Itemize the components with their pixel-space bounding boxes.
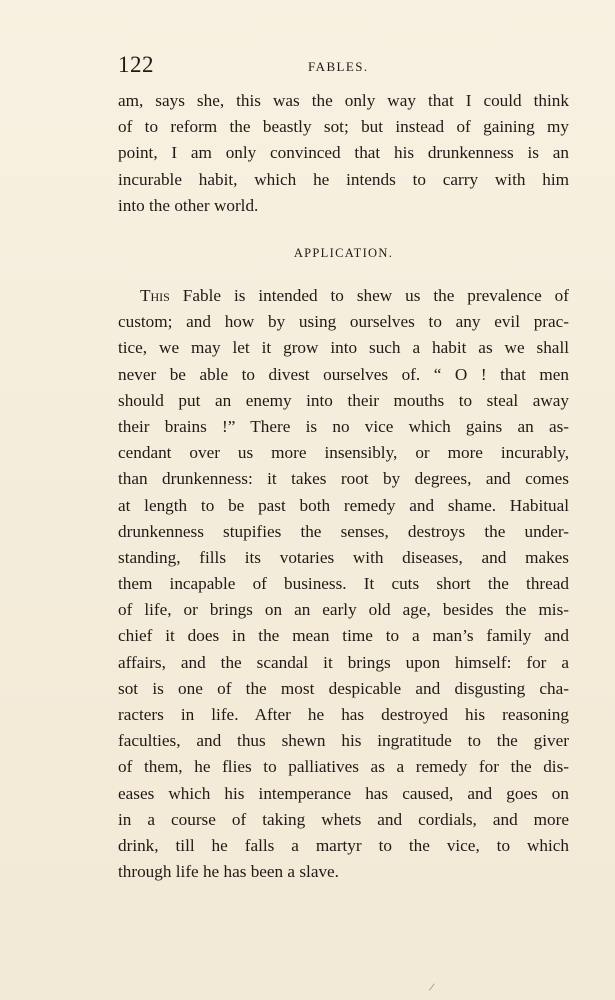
text-line: of life, or brings on an early old age, besides the mis- (118, 600, 569, 620)
page-number: 122 (118, 52, 154, 77)
text-line: into the other world. (118, 195, 259, 215)
text-line: faculties, and thus shewn his ingratitude to the giver (118, 731, 569, 751)
text-line: point, I am only convinced that his drunkenness is an (118, 143, 569, 163)
text-line: their brains !” There is no vice which gains an as- (118, 416, 569, 436)
running-title: FABLES. (308, 59, 369, 74)
text-line: at length to be past both remedy and shame. Habitual (118, 495, 569, 515)
text-line: never be able to divest ourselves of. “ O ! that men (118, 364, 569, 384)
text-line: should put an enemy into their mouths to steal away (118, 390, 569, 410)
application-heading: APPLICATION. (293, 246, 394, 260)
text-line: in a course of taking whets and cordials, and more (118, 809, 569, 829)
marginal-pencil-mark: / (428, 979, 436, 995)
running-head (118, 52, 564, 80)
text-line: standing, fills its votaries with diseases, and makes (118, 547, 569, 567)
opening-line-rest: Fable is intended to shew us the prevalence of (169, 286, 569, 305)
opening-word: This (140, 286, 170, 305)
text-line: than drunkenness: it takes root by degrees, and comes (118, 469, 569, 489)
text-line: incurable habit, which he intends to carry with him (118, 169, 569, 189)
text-line: them incapable of business. It cuts short the thread (118, 574, 569, 594)
text-line: eases which his intemperance has caused, and goes on (118, 783, 569, 803)
text-line: drink, till he falls a martyr to the vice, to which (118, 835, 569, 855)
text-line: tice, we may let it grow into such a habit as we shall (118, 338, 569, 358)
text-line: custom; and how by using ourselves to any evil prac- (118, 312, 569, 332)
text-line: affairs, and the scandal it brings upon himself: for a (118, 652, 569, 672)
application-paragraph (118, 283, 569, 885)
text-line: sot is one of the most despicable and disgusting cha- (118, 678, 569, 698)
text-line: racters in life. After he has destroyed his reasoning (118, 705, 569, 724)
text-line: of to reform the beastly sot; but instead of gaining my (118, 117, 569, 137)
fable-ending-paragraph (118, 88, 569, 219)
text-line: through life he has been a slave. (118, 862, 339, 882)
text-line: chief it does in the mean time to a man’s family and (118, 626, 569, 646)
text-line: cendant over us more insensibly, or more incurably, (118, 443, 569, 463)
text-line: drunkenness stupifies the senses, destroys the under- (118, 521, 569, 541)
text-line: of them, he flies to palliatives as a remedy for the dis- (118, 757, 569, 777)
text-line: am, says she, this was the only way that I could think (118, 91, 569, 110)
text-line-first (118, 283, 569, 309)
